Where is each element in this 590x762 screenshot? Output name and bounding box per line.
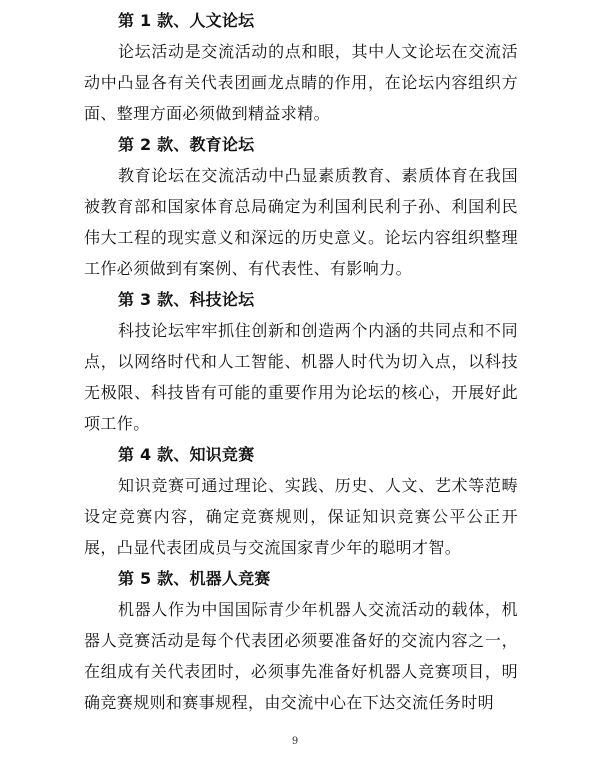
section-heading: 第 2 款、教育论坛 bbox=[118, 135, 255, 154]
section-paragraph: 知识竞赛可通过理论、实践、历史、人文、艺术等范畴设定竞赛内容，确定竞赛规则，保证知识竞赛公平公正开展，凸显代表团成员与交流国家青少年的聪明才智。 bbox=[84, 476, 518, 557]
document-body bbox=[84, 5, 518, 718]
section-paragraph: 教育论坛在交流活动中凸显素质教育、素质体育在我国被教育部和国家体育总局确定为利国利民利子孙、利国利民伟大工程的现实意义和深远的历史意义。论坛内容组织整理工作必须做到有案例、有代表性、有影响力。 bbox=[84, 166, 518, 278]
section-education-forum bbox=[84, 129, 518, 284]
page-number: 9 bbox=[291, 736, 299, 747]
section-heading: 第 3 款、科技论坛 bbox=[118, 290, 255, 309]
section-heading: 第 1 款、人文论坛 bbox=[118, 11, 255, 30]
section-paragraph: 机器人作为中国国际青少年机器人交流活动的载体，机器人竞赛活动是每个代表团必须要准备好的交流内容之一，在组成有关代表团时，必须事先准备好机器人竞赛项目，明确竞赛规则和赛事规程，由交流中心在下达交流任务时明 bbox=[84, 600, 518, 712]
section-heading: 第 4 款、知识竞赛 bbox=[118, 445, 255, 464]
section-knowledge-contest bbox=[84, 439, 518, 563]
section-technology-forum bbox=[84, 284, 518, 439]
section-humanities-forum bbox=[84, 5, 518, 129]
section-heading: 第 5 款、机器人竞赛 bbox=[118, 569, 271, 588]
section-paragraph: 科技论坛牢牢抓住创新和创造两个内涵的共同点和不同点，以网络时代和人工智能、机器人时代为切入点，以科技无极限、科技皆有可能的重要作用为论坛的核心，开展好此项工作。 bbox=[84, 321, 518, 433]
section-paragraph: 论坛活动是交流活动的点和眼，其中人文论坛在交流活动中凸显各有关代表团画龙点睛的作用，在论坛内容组织方面、整理方面必须做到精益求精。 bbox=[84, 42, 518, 123]
section-robot-contest bbox=[84, 563, 518, 718]
